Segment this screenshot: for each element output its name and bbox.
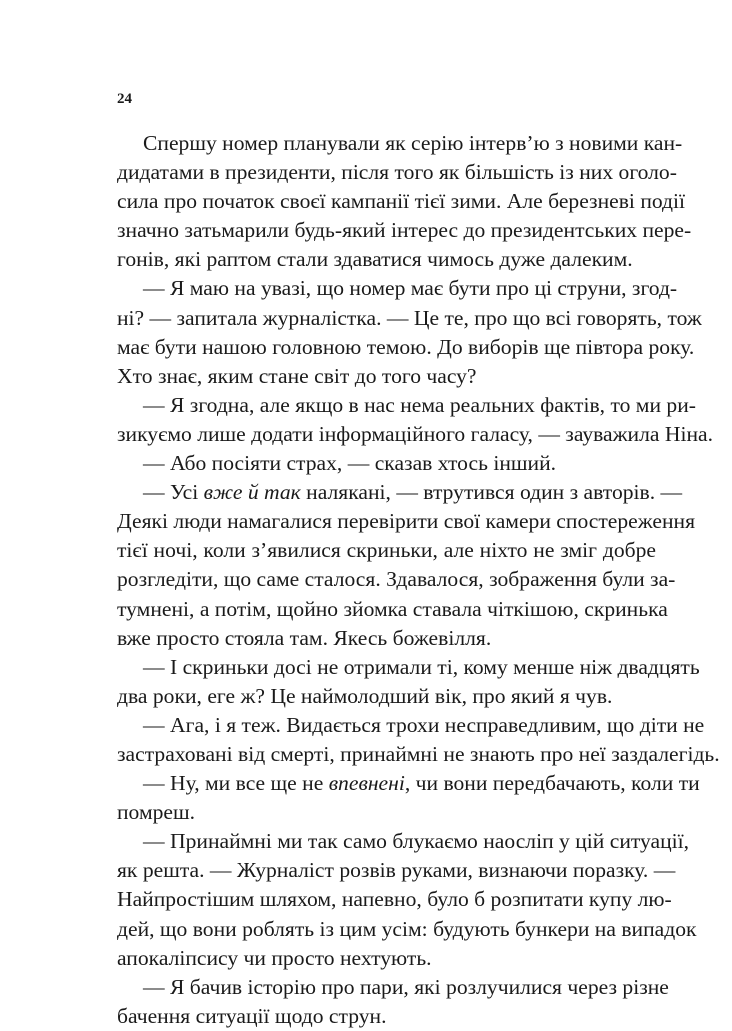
text-line: гонів, які раптом стали здаватися чимось дуже далеким. <box>117 247 633 272</box>
paragraph <box>117 711 720 769</box>
text-line: апокаліпсису чи просто нехтують. <box>117 945 432 970</box>
text-line: два роки, еге ж? Це наймолодший вік, про який я чув. <box>117 683 613 708</box>
text-line: Хто знає, яким стане світ до того часу? <box>117 363 477 388</box>
text-line: як решта. — Журналіст розвів руками, визнаючи поразку. — <box>117 858 676 883</box>
text-line: бачення ситуації щодо струн. <box>117 1003 387 1028</box>
text-line: тумнені, а потім, щойно зйомка ставала чіткішою, скринька <box>117 596 668 621</box>
text-line: — Принаймні ми так само блукаємо наосліп у цій ситуації, <box>143 829 690 854</box>
text-line: — Я маю на увазі, що номер має бути про ці струни, згод- <box>143 276 678 301</box>
text-line: Спершу номер планували як серію інтерв’ю з новими кан- <box>143 131 683 155</box>
text-line: дидатами в президенти, після того як більшість із них оголо- <box>117 160 677 185</box>
body-text <box>117 129 720 1031</box>
text-line: — Я бачив історію про пари, які розлучилися через різне <box>143 974 669 999</box>
text-line: зикуємо лише додати інформаційного галасу, — зауважила Ніна. <box>117 421 713 446</box>
text-line: сила про початок своєї кампанії тієї зими. Але березневі події <box>117 189 686 214</box>
text-line: розгледіти, що саме сталося. Здавалося, зображення були за- <box>117 567 676 592</box>
text-line: — Усі вже й так налякані, — втрутився один з авторів. — <box>143 480 683 505</box>
text-line: застраховані від смерті, принаймні не знають про неї заздалегідь. <box>117 741 720 766</box>
paragraph <box>117 129 692 274</box>
paragraph <box>117 274 702 390</box>
text-line: дей, що вони роблять із цим усім: будують бункери на випадок <box>117 916 697 941</box>
text-line: Деякі люди намагалися перевірити свої камери спостереження <box>117 509 696 534</box>
paragraph <box>117 769 700 827</box>
emphasis: впевнені <box>328 771 405 796</box>
text-line: значно затьмарили будь-який інтерес до президентських пере- <box>117 218 692 243</box>
paragraph <box>117 827 697 972</box>
text-line: — Ага, і я теж. Видається трохи несправедливим, що діти не <box>143 712 705 737</box>
text-line: Найпростішим шляхом, напевно, було б розпитати купу лю- <box>117 887 672 912</box>
paragraph <box>117 449 656 478</box>
paragraph <box>117 391 713 449</box>
text-line: — Ну, ми все ще не впевнені, чи вони передбачають, коли ти <box>143 771 700 796</box>
text-line: — Я згодна, але якщо в нас нема реальних фактів, то ми ри- <box>143 392 696 417</box>
text-line: — Або посіяти страх, — сказав хтось інший. <box>143 451 557 476</box>
text-line: тієї ночі, коли з’явилися скриньки, але ніхто не зміг добре <box>117 538 656 563</box>
text-line: вже просто стояла там. Якесь божевілля. <box>117 625 492 650</box>
text-line: — І скриньки досі не отримали ті, кому менше ніж двадцять <box>143 654 700 679</box>
paragraph <box>117 973 669 1031</box>
text-line: має бути нашою головною темою. До виборів ще півтора року. <box>117 334 695 359</box>
paragraph <box>117 653 700 711</box>
paragraph <box>117 478 696 653</box>
page-number: 24 <box>117 91 132 107</box>
text-line: ні? — запитала журналістка. — Це те, про що всі говорять, тож <box>117 305 702 330</box>
emphasis: вже й так <box>203 480 301 505</box>
text-line: помреш. <box>117 800 196 825</box>
